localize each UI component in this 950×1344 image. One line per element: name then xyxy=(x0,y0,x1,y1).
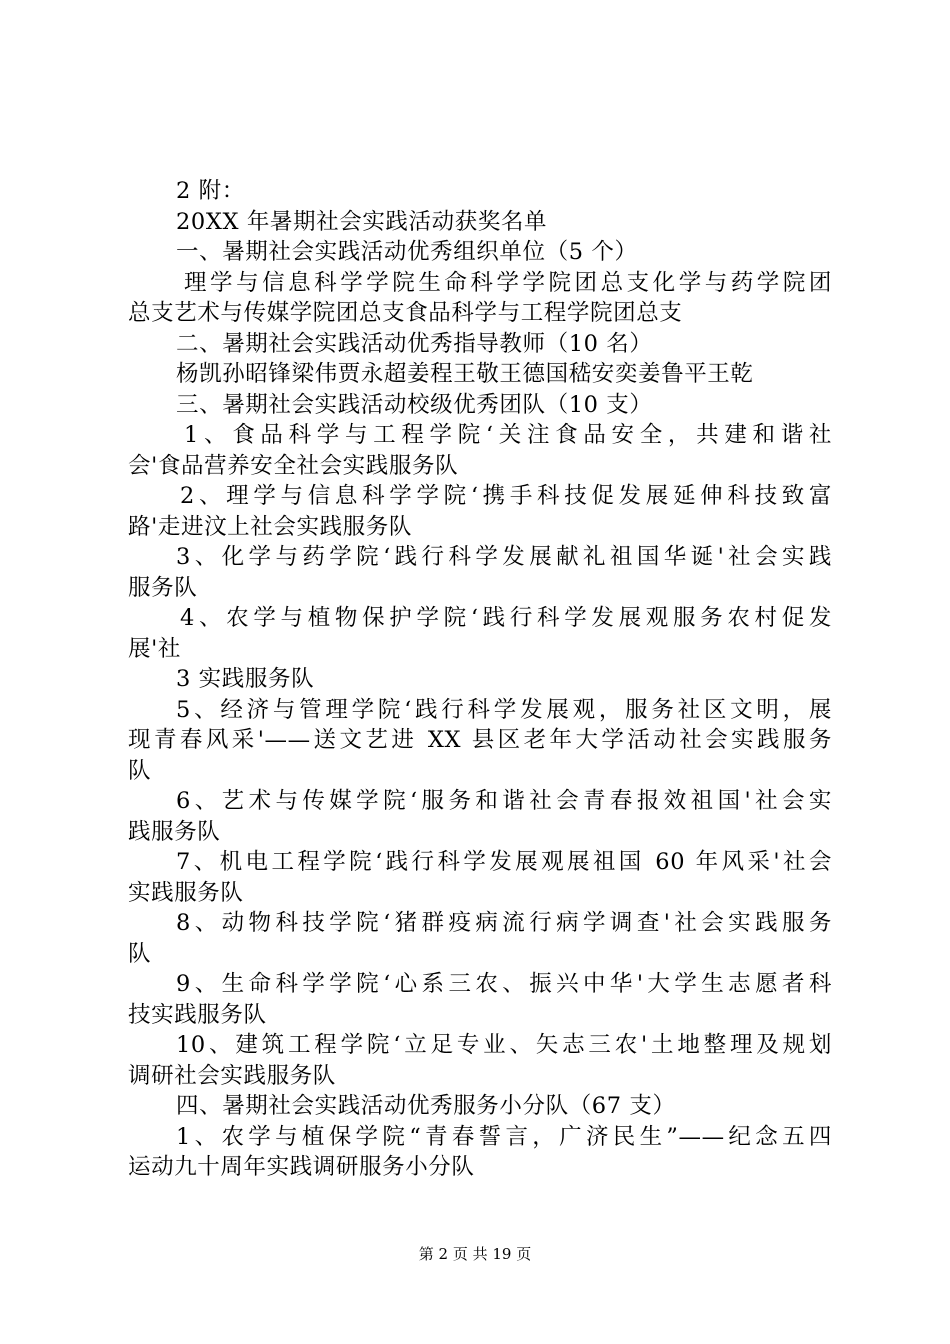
text-line: 队 xyxy=(128,757,152,784)
text-line: 实践服务队 xyxy=(128,879,244,906)
text-line: 9、生命科学学院‘心系三农、振兴中华'大学生志愿者科 xyxy=(176,971,832,997)
text-line: 一、暑期社会实践活动优秀组织单位（5 个） xyxy=(176,239,638,265)
text-line: 四、暑期社会实践活动优秀服务小分队（67 支） xyxy=(176,1093,676,1119)
text-line: 3 实践服务队 xyxy=(176,666,315,692)
text-line: 2 附： xyxy=(176,178,245,204)
text-line: 1、农学与植保学院“青春誓言，广济民生”——纪念五四 xyxy=(176,1123,832,1150)
text-line: 8、动物科技学院‘猪群疫病流行病学调查'社会实践服务 xyxy=(176,910,832,936)
text-line: 理学与信息科学学院生命科学学院团总支化学与药学院团 xyxy=(184,269,832,296)
text-line: 总支艺术与传媒学院团总支食品科学与工程学院团总支 xyxy=(128,300,683,326)
text-line: 7、机电工程学院‘践行科学发展观展祖国 60 年风采'社会 xyxy=(176,849,832,875)
text-line: 4、农学与植物保护学院‘践行科学发展观服务农村促发 xyxy=(180,605,832,631)
text-line: 运动九十周年实践调研服务小分队 xyxy=(128,1154,475,1180)
text-line: 2、理学与信息科学学院‘携手科技促发展延伸科技致富 xyxy=(180,483,832,509)
text-line: 现青春风采'——送文艺进 XX 县区老年大学活动社会实践服务 xyxy=(128,727,832,753)
text-line: 5、经济与管理学院‘践行科学发展观，服务社区文明，展 xyxy=(176,696,832,723)
text-line: 调研社会实践服务队 xyxy=(128,1062,336,1089)
text-line: 6、艺术与传媒学院‘服务和谐社会青春报效祖国'社会实 xyxy=(176,788,832,814)
text-line: 二、暑期社会实践活动优秀指导教师（10 名） xyxy=(176,330,653,357)
text-line: 1、食品科学与工程学院‘关注食品安全，共建和谐社 xyxy=(184,422,832,448)
text-line: 10、建筑工程学院‘立足专业、矢志三农'土地整理及规划 xyxy=(176,1032,832,1058)
text-line: 20XX 年暑期社会实践活动获奖名单 xyxy=(176,208,548,235)
text-line: 杨凯孙昭锋梁伟贾永超姜程王敬王德国嵇安奕姜鲁平王乾 xyxy=(176,361,754,387)
document-body xyxy=(128,176,832,1183)
text-line: 3、化学与药学院‘践行科学发展献礼祖国华诞'社会实践 xyxy=(176,544,832,570)
text-line: 技实践服务队 xyxy=(128,1001,267,1028)
text-line: 展'社 xyxy=(128,635,181,662)
text-line: 队 xyxy=(128,940,152,967)
text-line: 三、暑期社会实践活动校级优秀团队（10 支） xyxy=(176,391,653,418)
text-line: 会'食品营养安全社会实践服务队 xyxy=(128,452,459,479)
text-line: 路'走进汶上社会实践服务队 xyxy=(128,513,412,540)
text-line: 践服务队 xyxy=(128,818,221,845)
page-footer: 第 2 页 共 19 页 xyxy=(418,1245,532,1263)
text-line: 服务队 xyxy=(128,574,198,601)
